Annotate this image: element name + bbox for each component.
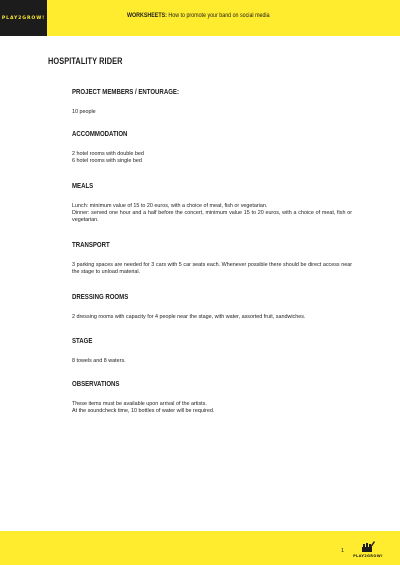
worksheet-name: How to promote your band on social media [168, 12, 270, 19]
section-heading: DRESSING ROOMS [72, 292, 129, 301]
section-body [72, 401, 352, 415]
section-heading: MEALS [72, 181, 94, 190]
section-line: 10 people [72, 109, 96, 115]
page-number: 1 [341, 548, 345, 554]
section-project-members [72, 87, 352, 116]
section-line: At the soundcheck time, 10 bottles of water will be required. [72, 408, 215, 415]
header-bar [0, 0, 400, 36]
document-title: HOSPITALITY RIDER [48, 56, 123, 66]
section-line: 8 towels and 8 waters. [72, 358, 126, 364]
section-line: Dinner: served one hour and a half before the concert, minimum value 15 to 20 euros, with a choice of meat, fish or vegetarian. [72, 210, 352, 224]
footer-logo [352, 541, 384, 561]
section-body [72, 262, 352, 276]
section-body [72, 358, 352, 365]
section-line: 2 dressing rooms with capacity for 4 people near the stage, with water, assorted fruit, sandwiches. [72, 314, 306, 320]
section-heading: TRANSPORT [72, 240, 110, 249]
section-line: 2 hotel rooms with double bed [72, 151, 144, 157]
section-line: 6 hotel rooms with single bed [72, 158, 142, 165]
section-heading: PROJECT MEMBERS / ENTOURAGE: [72, 87, 179, 96]
section-body [72, 203, 352, 224]
worksheet-title [127, 12, 270, 19]
section-body [72, 151, 352, 165]
section-dressing-rooms [72, 292, 352, 321]
section-line: These items must be available upon arrival of the artists. [72, 401, 207, 407]
section-heading: OBSERVATIONS [72, 379, 120, 388]
section-heading: STAGE [72, 336, 93, 345]
section-body [72, 109, 352, 116]
footer-logo-text: PLAY2GROW! [353, 554, 383, 558]
section-heading: ACCOMMODATION [72, 129, 128, 138]
guitar-hand-icon [361, 541, 375, 553]
brand-logo [0, 0, 47, 36]
section-body [72, 314, 352, 321]
worksheet-label: WORKSHEETS: [127, 12, 167, 19]
section-observations [72, 379, 352, 415]
section-stage [72, 336, 352, 365]
section-line: 3 parking spaces are needed for 3 cars with 5 car seats each. Whenever possible there should be direct access near the stage to unload material. [72, 262, 352, 276]
footer-bar [0, 531, 400, 565]
section-transport [72, 240, 352, 276]
section-meals [72, 181, 352, 224]
section-accommodation [72, 129, 352, 165]
section-line: Lunch: minimum value of 15 to 20 euros, with a choice of meat, fish or vegetarian. [72, 203, 268, 209]
brand-logo-text: PLAY2GROW! [1, 15, 46, 21]
